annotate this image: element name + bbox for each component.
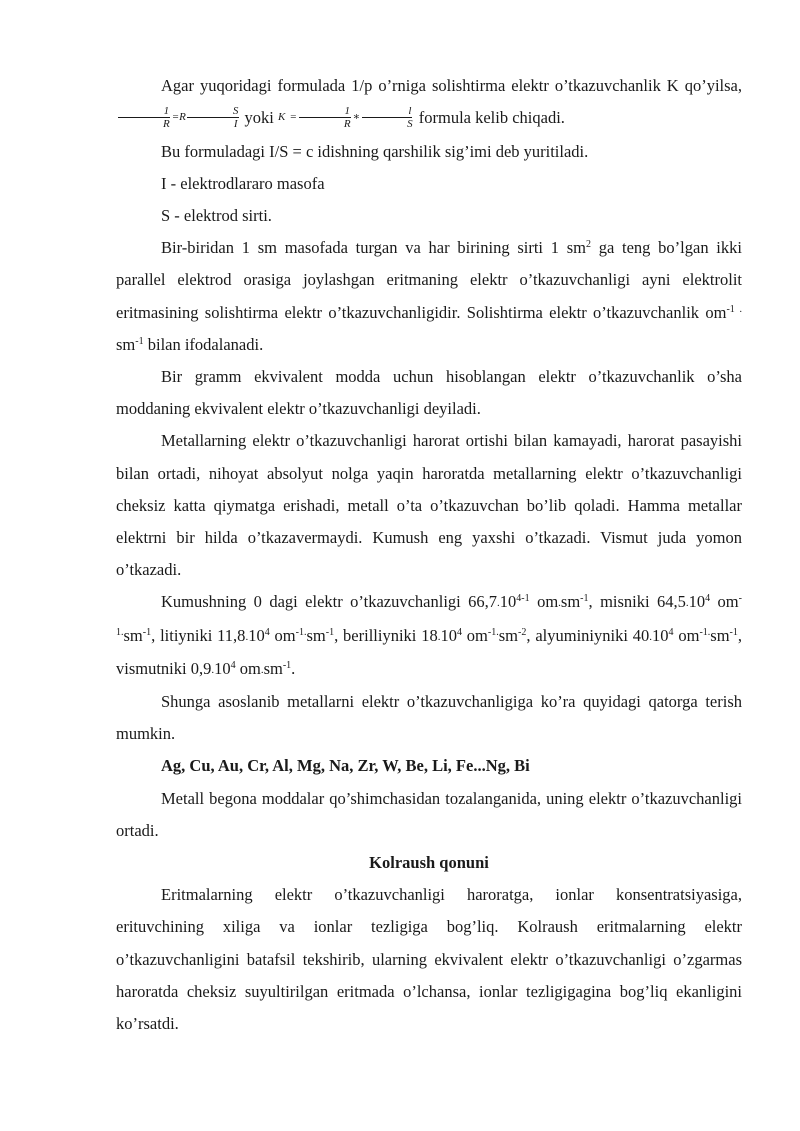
superscript: -2 bbox=[518, 626, 527, 638]
fraction-denominator: R bbox=[343, 117, 351, 130]
paragraph-text: sm bbox=[710, 625, 730, 645]
fraction-numerator: l bbox=[362, 105, 412, 118]
paragraph-text: bilan ifodalanadi. bbox=[143, 334, 264, 354]
formula-fraction bbox=[187, 105, 240, 130]
paragraph-text: 10 bbox=[248, 625, 265, 645]
formula-equals: = bbox=[171, 111, 180, 124]
superscript: 4 bbox=[668, 626, 674, 638]
superscript: -1 bbox=[325, 626, 335, 638]
formula-fraction bbox=[361, 105, 414, 130]
paragraph-text: , vismutniki 0,9 bbox=[116, 625, 743, 678]
paragraph: Metall begona moddalar qo’shimchasidan tozalanganida, uning elektr o’tkazuvchanligi ortadi. bbox=[116, 788, 742, 840]
superscript: 4 bbox=[705, 593, 711, 605]
paragraph-text: om bbox=[529, 592, 559, 612]
paragraph: S - elektrod sirti. bbox=[161, 205, 272, 225]
paragraph: Shunga asoslanib metallarni elektr o’tkazuvchanligiga ko’ra quyidagi qatorga terish mumkin. bbox=[116, 691, 742, 744]
fraction-denominator: I bbox=[233, 117, 238, 130]
paragraph-text: om bbox=[269, 625, 296, 645]
paragraph-conductivity-values bbox=[116, 586, 742, 686]
formula-equals: = bbox=[289, 111, 297, 124]
paragraph-text: sm bbox=[116, 334, 136, 354]
paragraph: I - elektrodlararo masofa bbox=[161, 173, 325, 193]
document-page bbox=[116, 70, 742, 1040]
formula-fraction bbox=[117, 105, 171, 130]
paragraph-formula-intro bbox=[116, 70, 742, 136]
superscript: -1. bbox=[116, 593, 742, 638]
mult-dot: . bbox=[497, 597, 500, 610]
paragraph-text: om bbox=[235, 658, 261, 678]
fraction-denominator: R bbox=[163, 117, 170, 130]
paragraph-text: om bbox=[461, 625, 488, 645]
mult-dot: . bbox=[685, 597, 689, 610]
paragraph-text: om bbox=[673, 625, 700, 645]
paragraph-text: . bbox=[291, 658, 296, 678]
fraction-denominator: S bbox=[407, 117, 413, 130]
section-heading: Kolraush qonuni bbox=[369, 852, 489, 872]
superscript: -1 bbox=[142, 626, 152, 638]
paragraph-text: 10 bbox=[499, 592, 517, 612]
fraction-numerator: S bbox=[187, 105, 240, 118]
fraction-numerator: 1 bbox=[299, 105, 352, 118]
paragraph-text: , litiyniki 11,8 bbox=[151, 625, 246, 645]
paragraph-text: sm bbox=[498, 625, 519, 645]
superscript: 4 bbox=[456, 626, 462, 638]
paragraph-text: 10 bbox=[652, 625, 669, 645]
superscript: 4 bbox=[230, 659, 236, 671]
formula-times: ∗ bbox=[352, 111, 361, 124]
mult-dot: . bbox=[558, 597, 561, 610]
paragraph-text: , berilliyniki 18 bbox=[334, 625, 438, 645]
superscript: -1 bbox=[580, 593, 589, 605]
paragraph-text: 10 bbox=[214, 658, 231, 678]
superscript: -1. bbox=[487, 626, 499, 638]
metal-series: Ag, Cu, Au, Cr, Al, Mg, Na, Zr, W, Be, Li, Fe...Ng, Bi bbox=[161, 756, 530, 776]
paragraph-text: 10 bbox=[688, 592, 706, 612]
superscript: -1 bbox=[135, 335, 144, 347]
superscript: -1 bbox=[282, 659, 292, 671]
paragraph-text: sm bbox=[123, 625, 143, 645]
paragraph-text: formula kelib chiqadi. bbox=[418, 108, 565, 128]
superscript: 2 bbox=[585, 239, 591, 251]
fraction-numerator: 1 bbox=[118, 105, 171, 118]
superscript: -1. bbox=[699, 626, 711, 638]
paragraph: Eritmalarning elektr o’tkazuvchanligi haroratga, ionlar konsentratsiyasiga, erituvchining xiliga va ionlar tezligiga bog’liq. Kolraush eritmalarning elektr o’tkazuvchanligini batafsil tekshirib, ularning ekvivalent elektr o’tkazuvchanligi o’zgarmas haroratda cheksiz suyultirilgan eritmada o’lchansa, ionlar tezligigagina bog’liq ekanligini ko’rsatdi. bbox=[116, 885, 742, 1033]
mult-dot: . bbox=[260, 663, 264, 676]
paragraph-text: ga teng bo’lgan ikki parallel elektrod orasiga joylashgan eritmaning elektr o’tkazuvchanligi ayni elektrolit eritmasining solishtirma elektr o’tkazuvchanligidir. Solishtirma elektr o’tkazuvchanlik om bbox=[116, 238, 742, 322]
mult-dot: . bbox=[245, 630, 249, 643]
mult-dot: . bbox=[211, 663, 215, 676]
paragraph-text: 10 bbox=[440, 625, 457, 645]
formula-symbol: K bbox=[278, 111, 286, 124]
mult-dot: . bbox=[649, 630, 652, 643]
paragraph: Bir gramm ekvivalent modda uchun hisoblangan elektr o’tkazuvchanlik o’sha moddaning ekvivalent elektr o’tkazuvchanligi deyiladi. bbox=[116, 366, 742, 419]
mult-dot: . bbox=[437, 630, 441, 643]
superscript: -1 bbox=[729, 626, 738, 638]
paragraph-text: om bbox=[710, 592, 739, 612]
paragraph-text: , alyuminiyniki 40 bbox=[526, 625, 650, 645]
paragraph-text: sm bbox=[306, 625, 326, 645]
paragraph-text: Kumushning 0 dagi elektr o’tkazuvchanligi 66,7 bbox=[161, 592, 498, 612]
superscript: -1. bbox=[295, 626, 307, 638]
paragraph-text: sm bbox=[263, 658, 283, 678]
paragraph: Metallarning elektr o’tkazuvchanligi harorat ortishi bilan kamayadi, harorat pasayishi bilan ortadi, nihoyat absolyut nolga yaqin haroratda metallarning elektr o’tkazuvchanligi cheksiz katta qiymatga erishadi, metall o’ta o’tkazuvchan bo’lib qoladi. Hamma metallar elektrni bir hilda o’tkazavermaydi. Kumush eng yaxshi o’tkazadi. Vismut juda yomon o’tkazadi. bbox=[116, 431, 742, 580]
formula-symbol: R bbox=[179, 111, 186, 124]
paragraph-text: , misniki 64,5 bbox=[588, 592, 686, 612]
paragraph-text: yoki bbox=[244, 108, 274, 128]
paragraph-text: Bir-biridan 1 sm masofada turgan va har birining sirti 1 sm bbox=[161, 238, 586, 258]
paragraph: Bu formuladagi I/S = c idishning qarshilik sig’imi deb yuritiladi. bbox=[161, 141, 589, 161]
superscript: -1 . bbox=[726, 303, 742, 315]
formula-fraction bbox=[298, 105, 352, 130]
paragraph bbox=[116, 232, 742, 361]
paragraph-text: sm bbox=[560, 592, 581, 612]
paragraph-text: Agar yuqoridagi formulada 1/p o’rniga solishtirma elektr o’tkazuvchanlik K qo’yilsa, bbox=[161, 76, 742, 95]
superscript: 4-1 bbox=[516, 593, 530, 605]
superscript: 4 bbox=[264, 626, 270, 638]
